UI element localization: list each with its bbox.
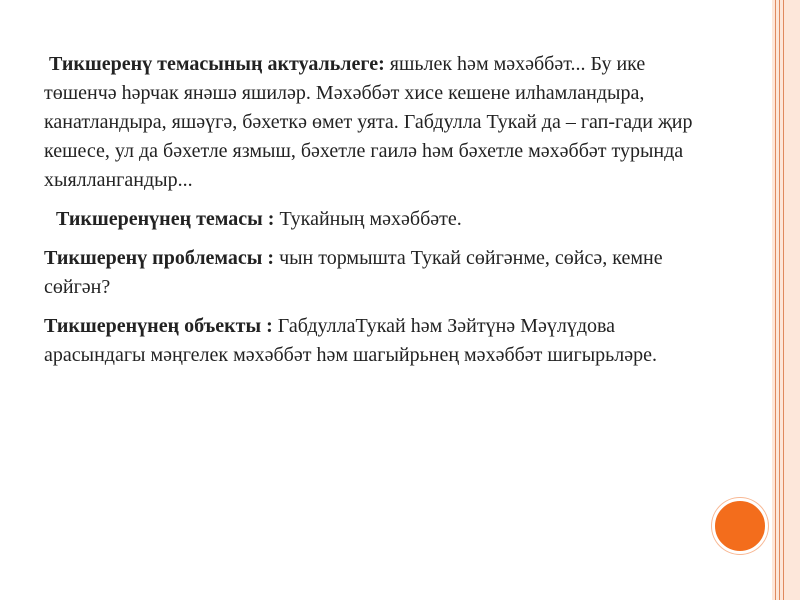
paragraph-text: Тукайның мәхәббәте.: [274, 208, 462, 230]
paragraph-text: чын тормышта Тукай сөйгәнме, сөйсә, кемне сөйгән?: [44, 247, 663, 298]
decorative-orange-circle: [712, 498, 768, 554]
paragraph-relevance: [20, 50, 710, 195]
slide-body: [20, 50, 710, 380]
paragraph-heading: Тикшеренүнең темасы :: [56, 208, 275, 230]
paragraph-text: яшьлек һәм мәхәббәт... Бу ике төшенчә һәрчак янәшә яшиләр. Мәхәббәт хисе кешене илһамландыра, канатландыра, яшәүгә, бәхеткә өмет уята. Габдулла Тукай да – гап-гади җир кешесе, ул да бәхетле язмыш, бәхетле гаилә һәм бәхетле мәхәббәт турында хыяллангандыр...: [44, 53, 693, 191]
paragraph-text: ГабдуллаТукай һәм Зәйтүнә Мәүлүдова арасындагы мәңгелек мәхәббәт һәм шагыйрьнең мәхәббәт шигырьләре.: [44, 315, 658, 366]
decorative-line: [783, 0, 784, 600]
decorative-side-band: [772, 0, 800, 600]
decorative-line: [775, 0, 776, 600]
decorative-line: [779, 0, 780, 600]
paragraph-heading: Тикшеренү темасының актуальлеге:: [49, 53, 385, 75]
paragraph-heading: Тикшеренүнең объекты :: [44, 315, 273, 337]
paragraph-theme: [20, 205, 710, 234]
paragraph-heading: Тикшеренү проблемасы :: [44, 247, 275, 269]
paragraph-object: [20, 312, 710, 370]
paragraph-problem: [20, 244, 710, 302]
